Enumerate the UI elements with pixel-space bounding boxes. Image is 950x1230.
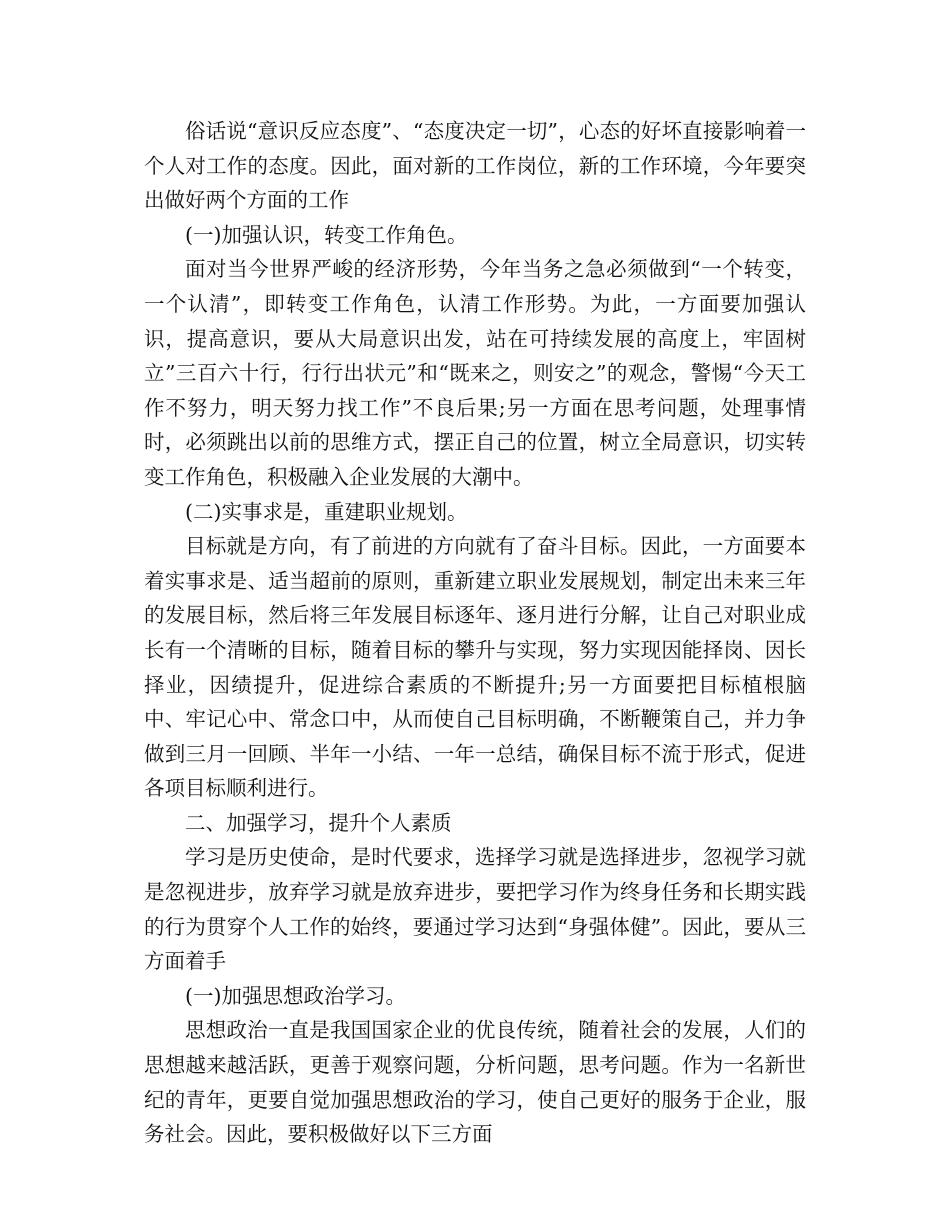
heading-strengthen-learning: 二、加强学习，提升个人素质	[185, 810, 452, 835]
subheading-strengthen-awareness: (一)加强认识，转变工作角色。	[185, 222, 468, 247]
paragraph-intro: 俗话说“意识反应态度”、“态度决定一切”，心态的好坏直接影响着一个人对工作的态度。因此，面对新的工作岗位，新的工作环境，今年要突出做好两个方面的工作	[144, 119, 806, 213]
paragraph-political-thought: 思想政治一直是我国国家企业的优良传统，随着社会的发展，人们的思想越来越活跃，更善于观察问题，分析问题，思考问题。作为一名新世纪的青年，更要自觉加强思想政治的学习，使自己更好的服务于企业，服务社会。因此，要积极做好以下三方面	[144, 1018, 806, 1147]
paragraph-economic-situation: 面对当今世界严峻的经济形势，今年当务之急必须做到“一个转变，一个认清”，即转变工作角色，认清工作形势。为此，一方面要加强认识，提高意识，要从大局意识出发，站在可持续发展的高度上，牢固树立”三百六十行，行行出状元”和“既来之，则安之”的观念，警惕“今天工作不努力，明天努力找工作”不良后果;另一方面在思考问题，处理事情时，必须跳出以前的思维方式，摆正自己的位置，树立全局意识，切实转变工作角色，积极融入企业发展的大潮中。	[144, 257, 806, 489]
subheading-career-planning: (二)实事求是，重建职业规划。	[185, 499, 468, 524]
paragraph-goals: 目标就是方向，有了前进的方向就有了奋斗目标。因此，一方面要本着实事求是、适当超前的原则，重新建立职业发展规划，制定出未来三年的发展目标，然后将三年发展目标逐年、逐月进行分解，让自己对职业成长有一个清晰的目标，随着目标的攀升与实现，努力实现因能择岗、因长择业，因绩提升，促进综合素质的不断提升;另一方面要把目标植根脑中、牢记心中、常念口中，从而使自己目标明确，不断鞭策自己，并力争做到三月一回顾、半年一小结、一年一总结，确保目标不流于形式，促进各项目标顺利进行。	[144, 534, 806, 801]
paragraph-learning: 学习是历史使命，是时代要求，选择学习就是选择进步，忽视学习就是忽视进步，放弃学习就是放弃进步，要把学习作为终身任务和长期实践的行为贯穿个人工作的始终，要通过学习达到“身强体健”。因此，要从三方面着手	[144, 845, 806, 974]
document-body	[144, 114, 806, 1152]
subheading-political-study: (一)加强思想政治学习。	[185, 983, 406, 1008]
